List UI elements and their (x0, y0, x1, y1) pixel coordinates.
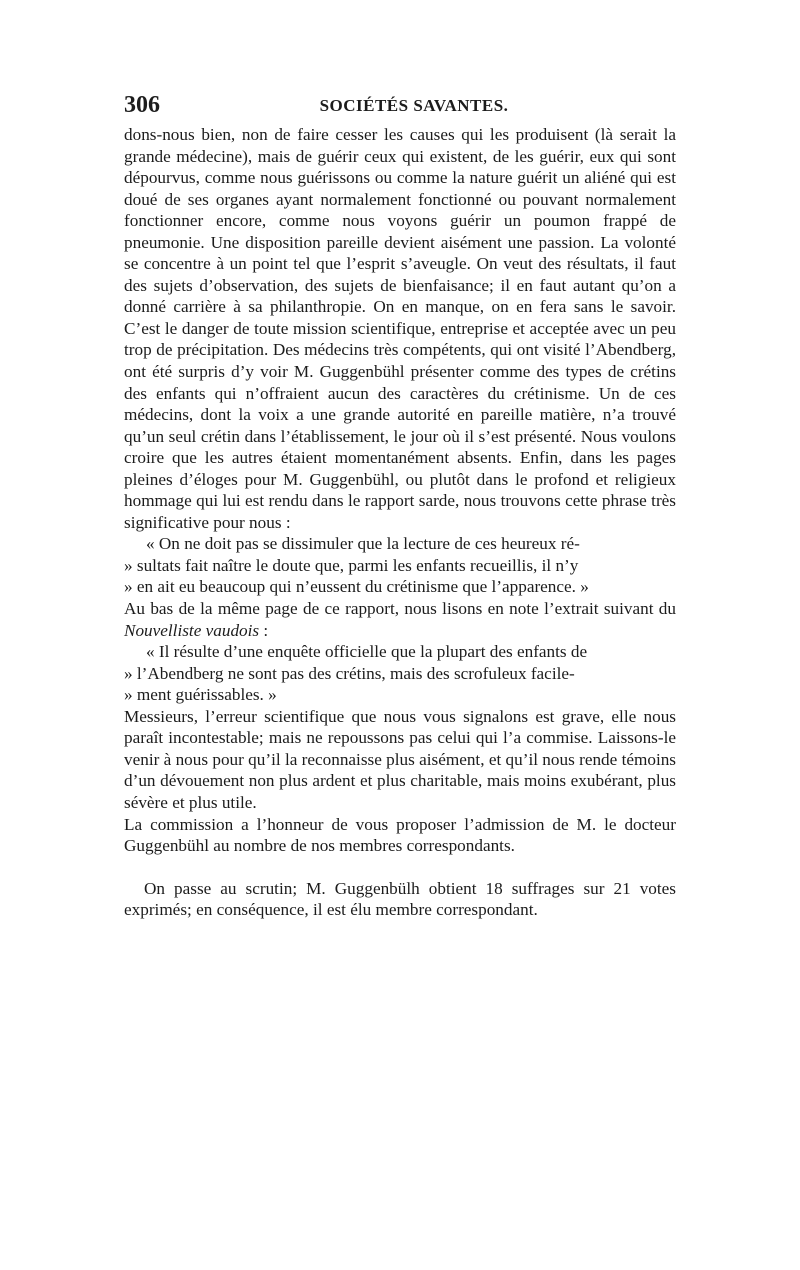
paragraph-3: Messieurs, l’erreur scientifique que nous vous signalons est grave, elle nous paraît incontestable; mais ne repoussons pas celui qui l’a commise. Laissons-le venir à nous pour qu’il la reconnaisse plus aisément, et qu’il nous rende témoins d’un dévouement non plus ardent et plus charitable, mais moins exubérant, plus sévère et plus utile. (124, 706, 676, 812)
quote-2-line-1: « Il résulte d’une enquête officielle que la plupart des enfants de (146, 642, 588, 662)
paragraph-1: dons-nous bien, non de faire cesser les causes qui les produisent (là serait la grande médecine), mais de guérir ceux qui existent, de les guérir, eux qui sont dépourvus, comme nous guérissons ou comme la nature guérit un aliéné qui est doué de ses organes ayant normalement fonctionné ou pouvant normalement fonctionner encore, comme nous voyons guérir un poumon frappé de pneumonie. Une disposition pareille devient aisément une passion. La volonté se concentre à un point tel que l’esprit s’aveugle. On veut des résultats, il faut des sujets d’observation, des sujets de bienfaisance; il en faut autant qu’on a donné carrière à sa philanthropie. On en manque, on en fera sans le savoir. C’est le danger de toute mission scientifique, entreprise et acceptée avec un peu trop de précipitation. Des médecins très compétents, qui ont visité l’Abendberg, ont été surpris d’y voir M. Guggenbühl présenter comme des types de crétins des enfants qui n’offraient aucun des caractères du crétinisme. Un de ces médecins, dont la voix a une grande autorité en pareille matière, n’a trouvé qu’un seul crétin dans l’établissement, le jour où il s’est présenté. Nous voulons croire que les autres étaient momentanément absents. Enfin, dans les pages pleines d’éloges pour M. Guggenbühl, ou plutôt dans le profond et religieux hommage qui lui est rendu dans le rapport sarde, nous trouvons cette phrase très significative pour nous : (124, 125, 676, 532)
quote-2-line-2: » l’Abendberg ne sont pas des crétins, mais des scrofuleux facile- (124, 663, 575, 683)
quote-1-line-3: » en ait eu beaucoup qui n’eussent du crétinisme que l’apparence. » (124, 577, 589, 597)
paragraph-gap (124, 857, 676, 878)
newspaper-title: Nouvelliste vaudois (124, 620, 260, 640)
running-head: SOCIÉTÉS SAVANTES. (319, 96, 509, 115)
paragraph-5: On passe au scrutin; M. Guggenbülh obtient 18 suffrages sur 21 votes exprimés; en conséquence, il est élu membre correspondant. (124, 878, 676, 920)
paragraph-2 (124, 598, 676, 641)
paragraph-4: La commission a l’honneur de vous proposer l’admission de M. le docteur Guggenbühl au nombre de nos membres correspondants. (124, 814, 676, 856)
page-header (124, 92, 676, 122)
page-body (124, 124, 676, 921)
paragraph-2-text-b: : (259, 620, 269, 640)
paragraph-2-text-a: Au bas de la même page de ce rapport, nous lisons en note l’extrait suivant du (124, 599, 676, 619)
quote-1-line-2: » sultats fait naître le doute que, parmi les enfants recueillis, il n’y (124, 555, 579, 575)
quote-2-line-3: » ment guérissables. » (124, 685, 277, 705)
page-number: 306 (124, 92, 160, 118)
quote-1-line-1: « On ne doit pas se dissimuler que la lecture de ces heureux ré- (146, 534, 580, 554)
